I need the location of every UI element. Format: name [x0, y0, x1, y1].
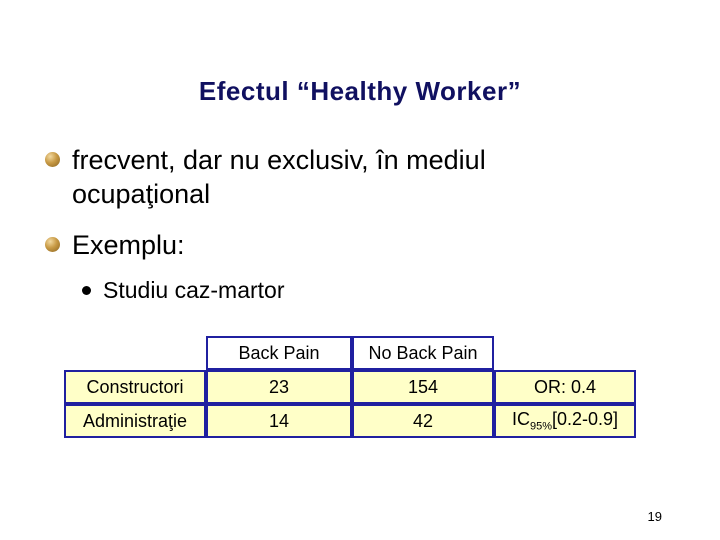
bullet-ball-icon [45, 152, 60, 167]
bullet-ball-icon [45, 237, 60, 252]
table-cell [494, 404, 636, 438]
row-label: Administraţie [64, 404, 206, 438]
row-label: Constructori [64, 370, 206, 404]
ci-subscript: 95% [529, 420, 552, 433]
sub-bullet [82, 274, 285, 306]
bullet-1 [45, 143, 605, 211]
bullet-2-text: Exemplu: [72, 230, 185, 260]
table-header-row [64, 336, 636, 370]
table-header-cell [494, 336, 636, 370]
table-header-cell: No Back Pain [352, 336, 494, 370]
slide-title: Efectul “Healthy Worker” [198, 76, 522, 106]
table-header-cell [64, 336, 206, 370]
table-row [64, 370, 636, 404]
ci-range: [0.2-0.9] [551, 409, 619, 430]
table-cell: 14 [206, 404, 352, 438]
table-cell: 23 [206, 370, 352, 404]
table-cell: 154 [352, 370, 494, 404]
table-row [64, 404, 636, 438]
sub-bullet-text: Studiu caz-martor [103, 277, 285, 303]
ci-prefix: IC [511, 409, 530, 430]
bullet-dot-icon [82, 286, 91, 295]
table-cell: OR: 0.4 [494, 370, 636, 404]
bullet-1-text: frecvent, dar nu exclusiv, în mediul ocupaţional [72, 145, 486, 209]
data-table [64, 336, 636, 438]
table-header-cell: Back Pain [206, 336, 352, 370]
page-number: 19 [647, 509, 662, 524]
table-cell: 42 [352, 404, 494, 438]
bullet-2 [45, 228, 185, 262]
